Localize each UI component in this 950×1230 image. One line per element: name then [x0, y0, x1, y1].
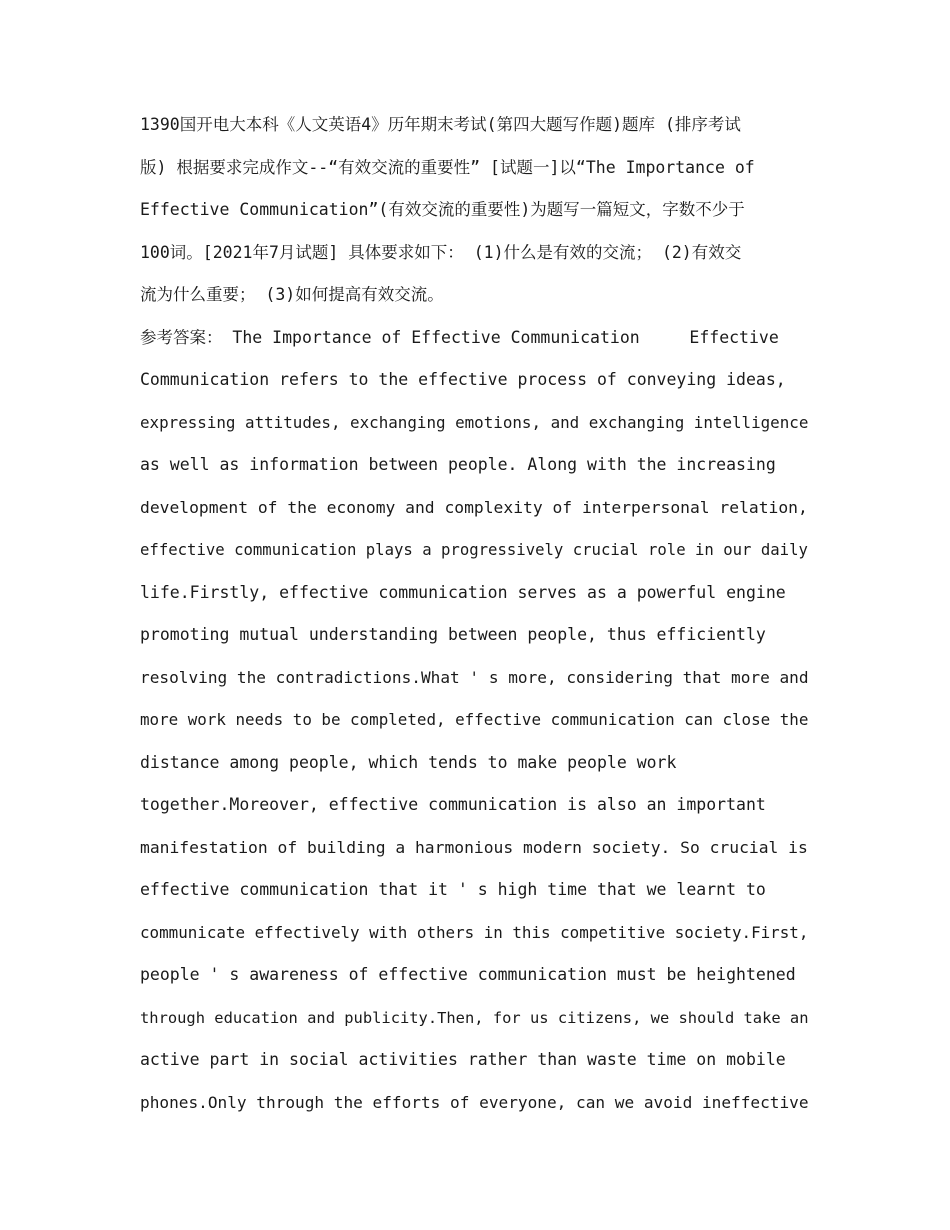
text-line: through education and publicity.Then, for us citizens, we should take an: [140, 1008, 809, 1027]
text-line: distance among people, which tends to make people work: [140, 752, 677, 772]
document-body: [140, 104, 812, 1124]
text-line: as well as information between people. Along with the increasing: [140, 455, 776, 474]
text-line: 100词。[2021年7月试题] 具体要求如下： (1)什么是有效的交流； (2)有效交: [140, 242, 742, 262]
text-line: 参考答案： The Importance of Effective Communication Effective: [140, 327, 779, 347]
text-line: promoting mutual understanding between people, thus efficiently: [140, 625, 766, 644]
text-line: development of the economy and complexity of interpersonal relation,: [140, 497, 808, 517]
text-line: people ' s awareness of effective communication must be heightened: [140, 965, 796, 984]
text-line: active part in social activities rather than waste time on mobile: [140, 1050, 786, 1069]
text-line: manifestation of building a harmonious modern society. So crucial is: [140, 837, 808, 857]
answer-paragraph: [140, 317, 812, 1125]
text-line: 版) 根据要求完成作文--“有效交流的重要性” [试题一]以“The Importance of: [140, 157, 755, 177]
question-paragraph: [140, 104, 812, 317]
text-line: resolving the contradictions.What ' s more, considering that more and: [140, 667, 809, 687]
text-line: Effective Communication”(有效交流的重要性)为题写一篇短文，字数不少于: [140, 200, 745, 219]
text-line: 流为什么重要； (3)如何提高有效交流。: [140, 285, 444, 304]
text-line: expressing attitudes, exchanging emotions, and exchanging intelligence: [140, 412, 809, 432]
text-line: effective communication plays a progressively crucial role in our daily: [140, 540, 808, 559]
text-line: together.Moreover, effective communication is also an important: [140, 795, 766, 814]
text-line: life.Firstly, effective communication serves as a powerful engine: [140, 582, 786, 602]
text-line: effective communication that it ' s high time that we learnt to: [140, 880, 766, 899]
text-line: communicate effectively with others in this competitive society.First,: [140, 922, 809, 942]
text-line: more work needs to be completed, effective communication can close the: [140, 710, 809, 729]
text-line: phones.Only through the efforts of everyone, can we avoid ineffective: [140, 1092, 809, 1112]
text-line: 1390国开电大本科《人文英语4》历年期末考试(第四大题写作题)题库 (排序考试: [140, 115, 741, 134]
text-line: Communication refers to the effective process of conveying ideas,: [140, 370, 786, 389]
